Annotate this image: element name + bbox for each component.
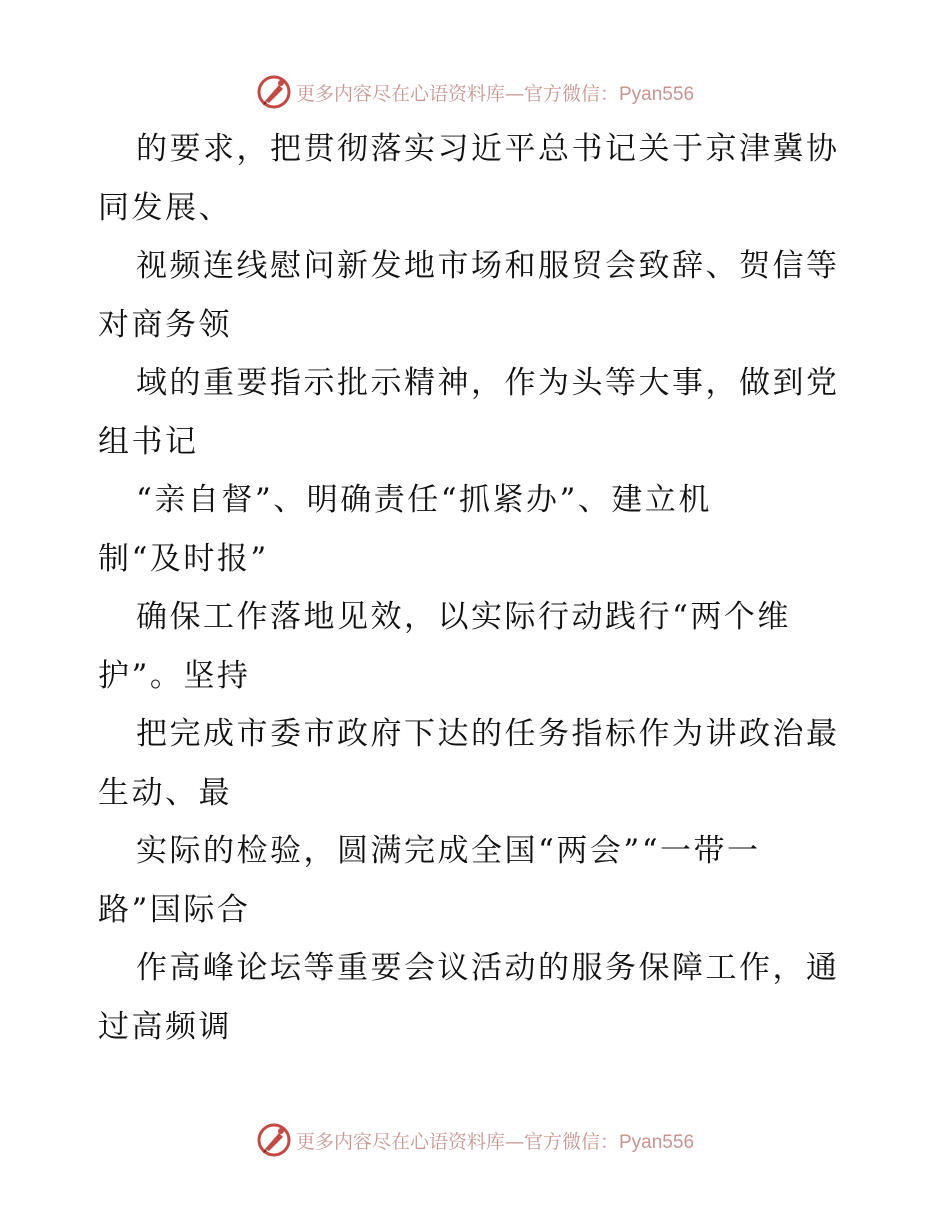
wechat-id: Pyan556 bbox=[619, 1131, 695, 1153]
wechat-id: Pyan556 bbox=[619, 83, 695, 105]
body-line-5: 域的重要指示批示精神，作为头等大事，做到党 bbox=[136, 365, 840, 401]
body-line-13: 实际的检验，圆满完成全国“两会”“一带一 bbox=[136, 833, 761, 869]
document-body bbox=[98, 120, 858, 1056]
header-banner-text: 更多内容尽在心语资料库—官方微信：Pyan556 bbox=[295, 82, 695, 105]
footer-banner bbox=[0, 1120, 950, 1160]
header-banner bbox=[0, 72, 950, 112]
body-line-11: 把完成市委市政府下达的任务指标作为讲政治最 bbox=[136, 716, 840, 752]
body-line-1: 的要求，把贯彻落实习近平总书记关于京津冀协 bbox=[136, 131, 840, 167]
body-line-15: 作高峰论坛等重要会议活动的服务保障工作，通 bbox=[136, 950, 840, 986]
body-line-16: 过高频调 bbox=[98, 1008, 232, 1045]
pen-logo-icon bbox=[256, 74, 292, 110]
body-line-8: 制“及时报” bbox=[98, 540, 269, 577]
body-line-3: 视频连线慰问新发地市场和服贸会致辞、贺信等 bbox=[136, 248, 840, 284]
body-line-14: 路”国际合 bbox=[98, 891, 251, 928]
body-line-2: 同发展、 bbox=[98, 189, 232, 226]
body-line-7: “亲自督”、明确责任“抓紧办”、建立机 bbox=[136, 482, 712, 518]
body-line-10: 护”。坚持 bbox=[98, 657, 251, 694]
body-line-9: 确保工作落地见效，以实际行动践行“两个维 bbox=[136, 599, 791, 635]
body-line-4: 对商务领 bbox=[98, 306, 232, 343]
footer-banner-text: 更多内容尽在心语资料库—官方微信：Pyan556 bbox=[295, 1130, 695, 1153]
pen-logo-icon bbox=[256, 1122, 292, 1158]
body-line-6: 组书记 bbox=[98, 423, 199, 460]
body-line-12: 生动、最 bbox=[98, 774, 232, 811]
